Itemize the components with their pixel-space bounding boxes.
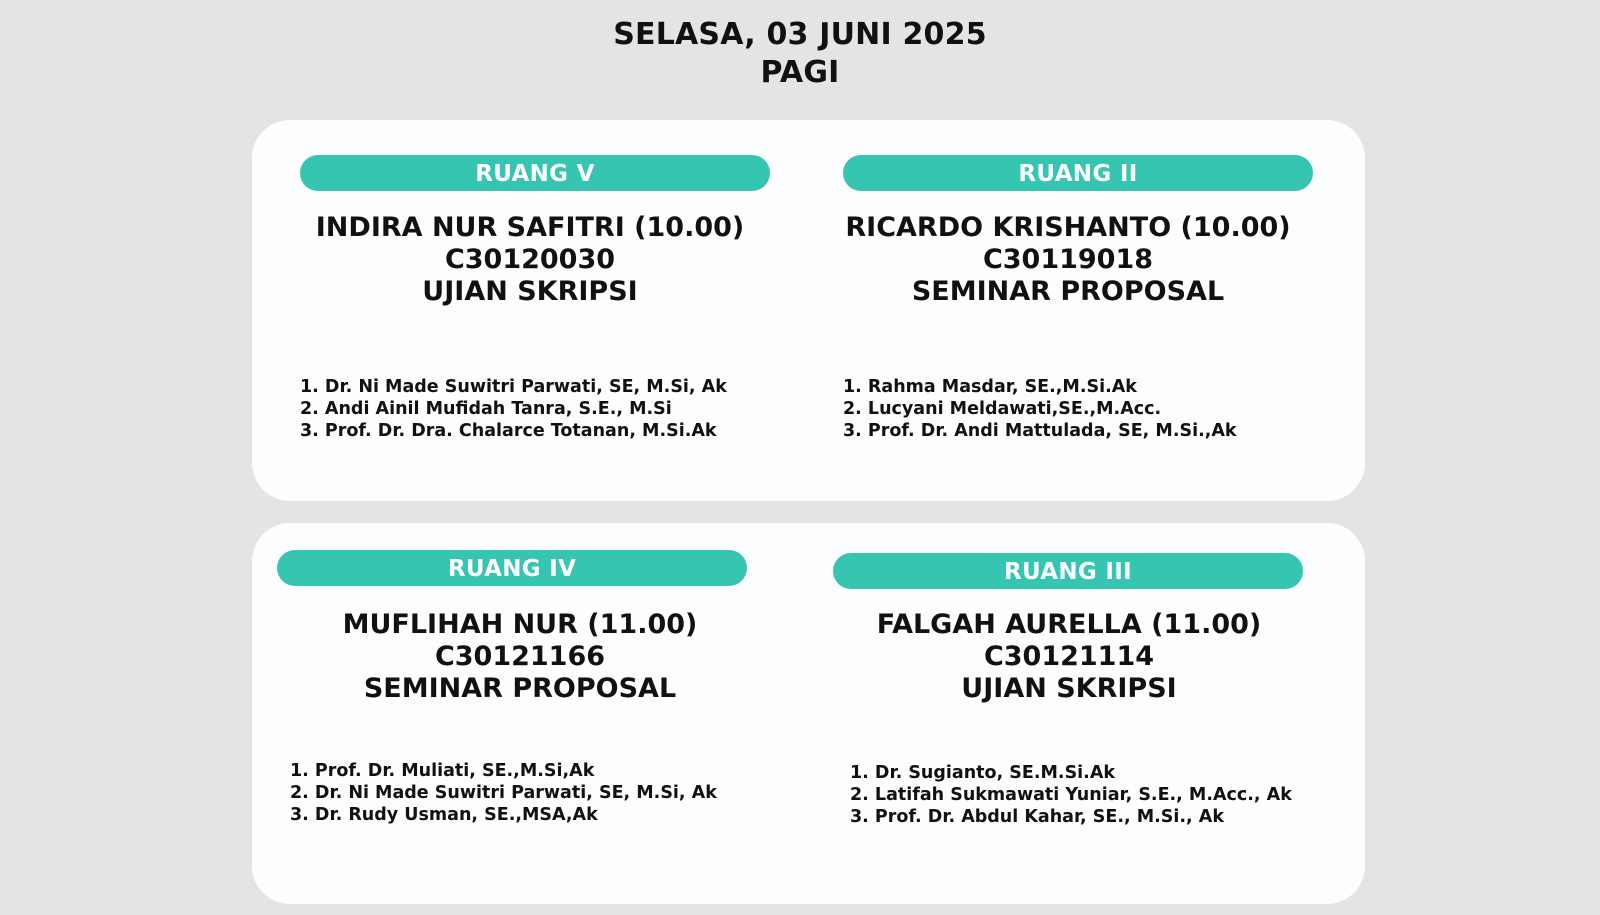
examiner-item: 1. Prof. Dr. Muliati, SE.,M.Si,Ak	[290, 761, 595, 781]
examiner-item: 3. Prof. Dr. Abdul Kahar, SE., M.Si., Ak	[850, 807, 1224, 827]
exam-type: UJIAN SKRIPSI	[422, 276, 638, 307]
room-badge: RUANG II	[843, 155, 1313, 191]
examiner-item: 3. Dr. Rudy Usman, SE.,MSA,Ak	[290, 805, 598, 825]
examiner-item: 1. Dr. Ni Made Suwitri Parwati, SE, M.Si, Ak	[300, 377, 727, 397]
student-name-time: RICARDO KRISHANTO (10.00)	[845, 212, 1291, 243]
student-info	[240, 609, 800, 705]
student-id: C30119018	[982, 244, 1154, 275]
examiner-item: 2. Dr. Ni Made Suwitri Parwati, SE, M.Si, Ak	[290, 783, 717, 803]
student-id: C30121166	[434, 641, 606, 672]
room-badge: RUANG IV	[277, 550, 747, 586]
student-name-time: INDIRA NUR SAFITRI (10.00)	[315, 212, 745, 243]
student-info	[250, 212, 810, 308]
examiner-list	[290, 760, 717, 826]
examiner-item: 2. Latifah Sukmawati Yuniar, S.E., M.Acc., Ak	[850, 785, 1292, 805]
examiner-item: 2. Andi Ainil Mufidah Tanra, S.E., M.Si	[300, 399, 672, 419]
exam-type: SEMINAR PROPOSAL	[911, 276, 1225, 307]
student-id: C30121114	[983, 641, 1155, 672]
examiner-item: 3. Prof. Dr. Dra. Chalarce Totanan, M.Si.Ak	[300, 421, 717, 441]
schedule-card-bottom	[252, 523, 1365, 904]
schedule-date: SELASA, 03 JUNI 2025	[613, 17, 987, 52]
examiner-item: 1. Rahma Masdar, SE.,M.Si.Ak	[843, 377, 1137, 397]
examiner-list	[843, 376, 1237, 442]
room-badge: RUANG V	[300, 155, 770, 191]
examiner-item: 2. Lucyani Meldawati,SE.,M.Acc.	[843, 399, 1162, 419]
schedule-card-top	[252, 120, 1365, 501]
schedule-session: PAGI	[760, 55, 840, 90]
exam-type: SEMINAR PROPOSAL	[363, 673, 677, 704]
examiner-list	[850, 762, 1292, 828]
examiner-item: 1. Dr. Sugianto, SE.M.Si.Ak	[850, 763, 1116, 783]
room-badge: RUANG III	[833, 553, 1303, 589]
examiner-list	[300, 376, 727, 442]
examiner-item: 3. Prof. Dr. Andi Mattulada, SE, M.Si.,Ak	[843, 421, 1237, 441]
student-info	[789, 609, 1349, 705]
student-id: C30120030	[444, 244, 616, 275]
page-header	[0, 16, 1600, 92]
student-name-time: FALGAH AURELLA (11.00)	[876, 609, 1262, 640]
student-info	[788, 212, 1348, 308]
student-name-time: MUFLIHAH NUR (11.00)	[342, 609, 698, 640]
exam-type: UJIAN SKRIPSI	[961, 673, 1177, 704]
